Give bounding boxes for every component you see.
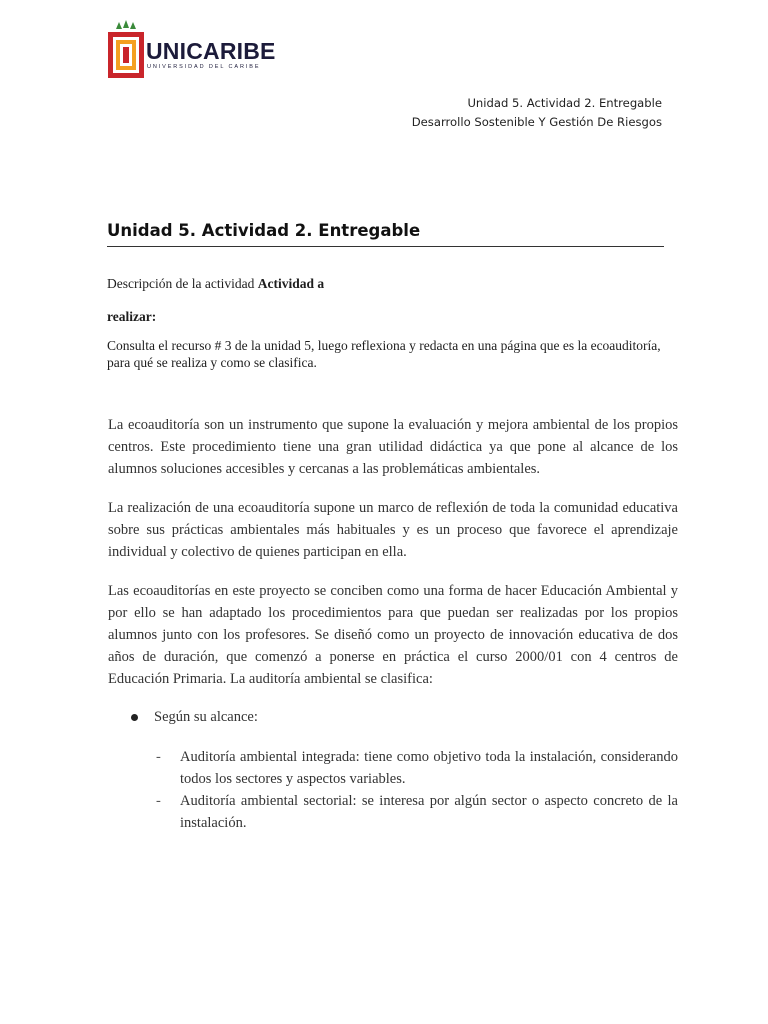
list-item [156,746,678,790]
description-label: Descripción de la actividad [107,276,255,291]
paragraph: La ecoauditoría son un instrumento que supone la evaluación y mejora ambiental de los propios centros. Este procedimiento tiene una gran utilidad didáctica ya que pone al alcance de los alumnos soluciones accesibles y cercanas a las problemáticas ambientales. [108,417,678,477]
logo-emblem-icon [106,20,146,82]
dash-icon: - [156,749,161,765]
activity-description-line [107,276,324,292]
header-course: Desarrollo Sostenible Y Gestión De Riesgos [411,115,662,129]
sub-list [156,746,678,834]
bullet-item [108,706,258,728]
bullet-text: Según su alcance: [154,709,258,725]
header-activity: Unidad 5. Actividad 2. Entregable [467,96,662,110]
logo-subtitle: UNIVERSIDAD DEL CARIBE [147,64,261,70]
list-item [156,790,678,834]
logo-name: UNICARIBE [146,38,276,64]
paragraph: Las ecoauditorías en este proyecto se conciben como una forma de hacer Educación Ambiental y por ello se han adaptado los procedimientos para que puedan ser realizadas por los propios alumnos junto con los profesores. Se diseñó como un proyecto de innovación educativa de dos años de duración, que comenzó a ponerse en práctica el curso 2000/01 con 4 centros de Educación Primaria. La auditoría ambiental se clasifica: [108,583,678,687]
list-item-text: Auditoría ambiental sectorial: se interesa por algún sector o aspecto concreto de la instalación. [180,793,678,831]
page-title: Unidad 5. Actividad 2. Entregable [107,220,664,247]
answer-body [108,414,678,831]
dash-icon: - [156,793,161,809]
bullet-icon [131,714,138,721]
description-bold: Actividad a [257,276,325,291]
paragraph: La realización de una ecoauditoría supone un marco de reflexión de toda la comunidad educativa sobre sus prácticas ambientales más habituales y es un proceso que favorece el aprendizaje individual y colectivo de quienes participan en ella. [108,500,678,560]
description-bold-continuation: realizar: [107,309,157,324]
document-header [412,94,662,132]
activity-instructions: Consulta el recurso # 3 de la unidad 5, luego reflexiona y redacta en una página que es la ecoauditoría, para qué se realiza y como se clasifica. [107,338,661,370]
list-item-text: Auditoría ambiental integrada: tiene como objetivo toda la instalación, considerando todos los sectores y aspectos variables. [180,749,678,787]
